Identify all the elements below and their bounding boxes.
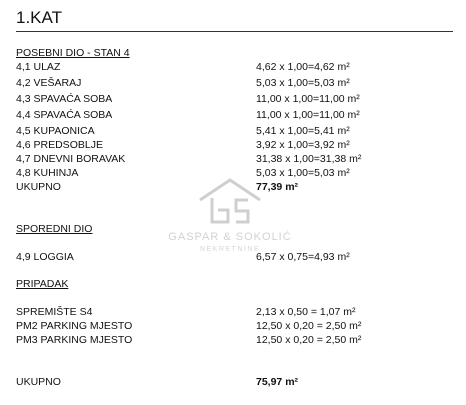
row-label: 4,2 VEŠARAJ [16,77,82,89]
table-row [16,139,453,152]
row-label: 4,5 KUPAONICA [16,125,95,137]
row-label: 4,7 DNEVNI BORAVAK [16,153,126,165]
table-row [16,61,453,74]
row-value: 6,57 x 0,75=4,93 m² [256,251,350,263]
row-value: 5,03 x 1,00=5,03 m² [256,167,350,179]
row-value: 3,92 x 1,00=3,92 m² [256,139,350,151]
row-value: 31,38 x 1,00=31,38 m² [256,153,362,165]
row-value: 4,62 x 1,00=4,62 m² [256,61,350,73]
row-label: PM2 PARKING MJESTO [16,320,133,332]
main-total-row [16,181,453,194]
row-label: 4,8 KUHINJA [16,167,79,179]
row-value: 5,41 x 1,00=5,41 m² [256,125,350,137]
main-total-label: UKUPNO [16,181,61,193]
page-title: 1.KAT [16,8,62,27]
table-row [16,93,453,106]
section-belonging-header [16,278,453,291]
row-label: 4,4 SPAVAĆA SOBA [16,109,113,121]
table-row [16,251,453,264]
table-row [16,306,453,319]
grand-total-value: 75,97 m² [256,376,299,388]
row-value: 5,03 x 1,00=5,03 m² [256,77,350,89]
row-label: 4,9 LOGGIA [16,251,74,263]
section-main-title: POSEBNI DIO - STAN 4 [16,47,130,59]
table-row [16,153,453,166]
table-row [16,320,453,333]
row-label: 4,6 PREDSOBLJE [16,139,103,151]
section-secondary-header [16,223,453,236]
section-belonging-title: PRIPADAK [16,278,69,290]
row-value: 2,13 x 0,50 = 1,07 m² [256,306,356,318]
section-main-header [16,47,453,60]
row-label: 4,3 SPAVAĆA SOBA [16,93,113,105]
section-secondary-title: SPOREDNI DIO [16,223,93,235]
table-row [16,167,453,180]
row-value: 11,00 x 1,00=11,00 m² [256,109,360,121]
row-value: 12,50 x 0,20 = 2,50 m² [256,320,362,332]
row-value: 12,50 x 0,20 = 2,50 m² [256,334,362,346]
table-row [16,77,453,90]
grand-total-label: UKUPNO [16,376,61,388]
row-label: 4,1 ULAZ [16,61,61,73]
watermark-sub: NEKRETNINE [199,246,261,253]
table-row [16,109,453,122]
watermark-brand: GASPAR & SOKOLIĆ [168,231,292,243]
row-label: SPREMIŠTE S4 [16,306,93,318]
table-row [16,334,453,347]
row-value: 11,00 x 1,00=11,00 m² [256,93,360,105]
table-row [16,125,453,138]
main-total-value: 77,39 m² [256,181,299,193]
grand-total-row [16,376,453,389]
row-label: PM3 PARKING MJESTO [16,334,133,346]
title-divider [16,31,453,32]
